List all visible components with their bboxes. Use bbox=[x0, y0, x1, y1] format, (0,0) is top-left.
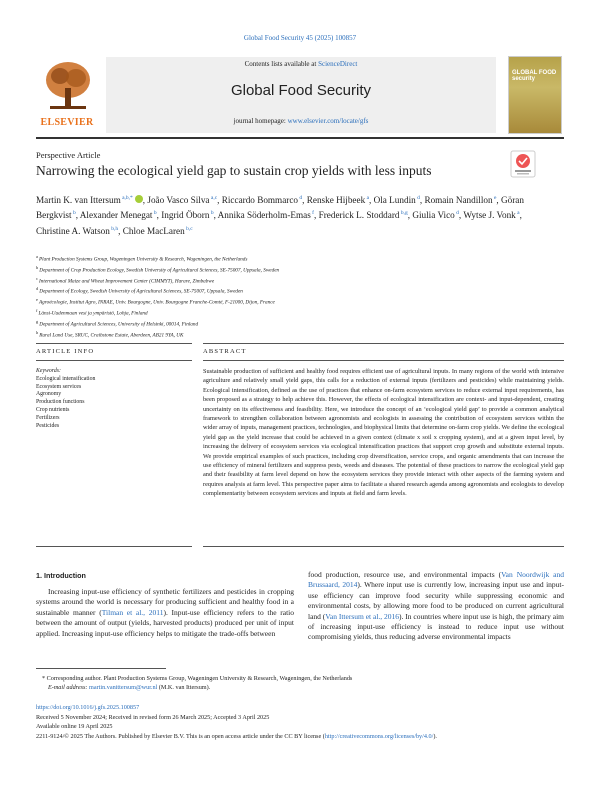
abstract-rule bbox=[203, 343, 564, 344]
author-name[interactable]: Martin K. van Ittersum bbox=[36, 195, 121, 206]
ref-tilman[interactable]: Tilman et al., 2011 bbox=[101, 607, 164, 617]
keyword: Pesticides bbox=[36, 422, 60, 429]
author-affiliation-marker[interactable]: a,b,* bbox=[120, 195, 133, 201]
article-info-heading: ARTICLE INFO bbox=[36, 348, 95, 355]
author-name[interactable]: Giulia Vico bbox=[412, 210, 455, 221]
author-name[interactable]: Ingrid Öborn bbox=[161, 210, 210, 221]
keyword: Fertilizers bbox=[36, 414, 60, 421]
journal-title: Global Food Security bbox=[230, 82, 372, 99]
affiliation-marker: d bbox=[36, 286, 40, 292]
author-name[interactable]: Annika Söderholm-Emas bbox=[217, 210, 311, 221]
author-affiliation-marker[interactable]: b bbox=[152, 210, 157, 217]
footnote: * Corresponding author. Plant Production Systems Group, Wageningen University & Research, Wageningen, the Netherlands E-mail address: martin.vanittersum@wur.nl (M.K. van Ittersum). bbox=[36, 674, 564, 692]
keyword: Agronomy bbox=[36, 391, 62, 398]
affiliation: $^a$ Plant Production Systems Group, Wageningen University & Research, Wageningen, the Netherlands bbox=[36, 254, 248, 263]
sciencedirect-link[interactable]: ScienceDirect bbox=[318, 60, 358, 68]
article-title: Narrowing the ecological yield gap to sustain crop yields with less inputs bbox=[36, 163, 432, 178]
homepage-link[interactable]: www.elsevier.com/locate/gfs bbox=[287, 117, 369, 125]
abstract-rule-lower bbox=[203, 360, 564, 361]
affiliation: $^d$ Department of Ecology, Swedish University of Agricultural Sciences, SE-75007, Uppsala, Sweden bbox=[36, 286, 243, 296]
author-affiliation-marker[interactable]: d bbox=[454, 210, 459, 217]
affiliation-marker: e bbox=[36, 297, 40, 303]
check-for-updates-button[interactable] bbox=[510, 150, 536, 178]
journal-citation[interactable]: Global Food Security 45 (2025) 100857 bbox=[243, 34, 357, 42]
keyword: Ecosystem services bbox=[36, 383, 82, 390]
abstract-text: Sustainable production of sufficient and healthy food requires efficient use of agricultural inputs. In many regions of the world with intensive agriculture and relatively small yield gaps, this calls for a reduction of external inputs (fertilizers and pesticides) while maintaining yields. Ecological intensification, defined as the use of practices that enhance on-farm ecosystem services to reduce external input requirements, has been proposed as a strategy to help achieve this. However, the effects of ecological intensification are context- and input-dependent, creating uncertainty on its effectiveness and feasibility. Here, we introduce the concept of an ‘ecological yield gap’ to provide a common analytical framework to strengthen collaboration between agronomists and ecologists in assessing the contribution of ecosystem services within the wider array of inputs, management practices, technologies, and biophysical limits that determine on-farm crop yields. We define the ecological yield gap as the yield increase that could be achieved in a given context (climate x soil x cropping system), and at a given input level, by increasing the delivery of ecosystem services via ecological intensification practices that support crop growth and substitute external inputs. We provide empirical examples of such practices, including crop diversification, service crops, and organic amendments that can increase the use efficiency of mineral fertilizers and suppress pests, weeds and diseases. The potential of these practices to narrow the ecological yield gap and their feasibility at farm level depend on how the ecosystem services they provide interact with other aspects of the farming system and requires analysis at farm level. This perspective paper aims to facilitate a shared research agenda among agronomists and ecologists to develop complementarity between ecosystem services and inputs at field and farm levels. bbox=[203, 368, 564, 498]
author-affiliation-marker[interactable]: b,h bbox=[109, 225, 119, 232]
publication-info bbox=[36, 703, 564, 741]
author-affiliation-marker[interactable]: b bbox=[209, 210, 214, 217]
ref-van-ittersum[interactable]: Van Ittersum et al., 2016 bbox=[325, 611, 400, 621]
author-affiliation-marker[interactable]: a bbox=[365, 195, 370, 201]
license-line: 2211-9124/© 2025 The Authors. Published by Elsevier B.V. This is an open access article under the CC BY license (http://creativecommons.org/licenses/by/4.0/). bbox=[36, 732, 437, 740]
affiliation-marker: f bbox=[36, 308, 39, 314]
author-name[interactable]: Wytse J. Vonk bbox=[463, 210, 516, 221]
author-affiliation-marker[interactable]: b,g bbox=[399, 210, 408, 217]
check-updates-icon bbox=[510, 150, 536, 178]
received-dates: Received 5 November 2024; Received in revised form 26 March 2025; Accepted 3 April 2025 bbox=[36, 713, 270, 721]
author-name[interactable]: Riccardo Bommarco bbox=[221, 195, 299, 206]
affiliation-marker: h bbox=[36, 329, 40, 335]
author-affiliation-marker[interactable]: a,c bbox=[209, 195, 218, 201]
affiliation: $^h$ Rural Land Use, SRUC, Craibstone Estate, Aberdeen, AB21 9YA, UK bbox=[36, 329, 184, 339]
affiliation-marker: c bbox=[36, 275, 40, 281]
affiliation-marker: b bbox=[36, 264, 40, 270]
author-affiliation-marker[interactable]: a bbox=[515, 210, 520, 217]
article-info-rule bbox=[36, 343, 192, 344]
abstract-heading: ABSTRACT bbox=[203, 348, 247, 355]
journal-cover-image bbox=[508, 56, 562, 134]
contents-line: Contents lists available at ScienceDirect bbox=[244, 60, 358, 68]
affiliation: $^f$ Länsi-Uudenmaan vesi ja ympäristö, Lohja, Finland bbox=[36, 308, 148, 317]
footnote-rule bbox=[36, 668, 166, 669]
author-name[interactable]: Christine A. Watson bbox=[36, 225, 110, 236]
author-name[interactable]: Romain Nandillon bbox=[424, 195, 493, 206]
affiliation: $^b$ Department of Crop Production Ecology, Swedish University of Agricultural Sciences, SE-75007, Uppsala, Sweden bbox=[36, 264, 280, 274]
email-link[interactable]: martin.vanittersum@wur.nl bbox=[89, 684, 158, 691]
orcid-icon[interactable] bbox=[135, 195, 143, 203]
keyword: Ecological intensification bbox=[36, 375, 96, 382]
intro-column-2: food production, resource use, and environmental impacts (Van Noordwijk and Brussaard, 2014). Where input use is currently low, increasing input use and input-use efficiency can improve food security while suppressing economic and environmental costs, by allowing more food to be produced on current agricultural land (Van Ittersum et al., 2016). In countries where input use is high, the primary aim of increasing input-use efficiency is instead to reduce input use without compromising yields, thus reducing adverse environmental impacts bbox=[308, 570, 564, 642]
affiliation-marker: g bbox=[36, 318, 40, 324]
author-affiliation-marker[interactable]: e bbox=[492, 195, 497, 201]
author-name[interactable]: João Vasco Silva bbox=[147, 195, 210, 206]
intro-column-1: Increasing input-use efficiency of synthetic fertilizers and pesticides in cropping systems around the world is necessary for producing sufficient and healthy food in a sustainable manner (Tilman et al., 2011). Input-use efficiency refers to the ratio between the amount of output (yields, harvested products) produced per unit of input applied. Increasing input-use efficiency helps to mitigate the trade-offs between bbox=[36, 587, 294, 638]
affiliation-list bbox=[36, 253, 556, 340]
license-link[interactable]: http://creativecommons.org/licenses/by/4.0/ bbox=[324, 732, 434, 740]
author-list: Martin K. van Ittersum $^{a,b,*}$ , João Vasco Silva $^{a,c}$, Riccardo Bommarco $^d$, Renske Hijbeek $^a$, Ola Lundin $^d$, Romain Nandillon $^e$, Göran Bergkvist $^b$, Alexander Menegat $^b$, Ingrid Öborn $^b$, Annika Söderholm-Emas $^f$, Frederick L. Stoddard $^{b,g}$, Giulia Vico $^d$, Wytse J. Vonk $^a$, Christine A. Watson $^{b,h}$, Chloe MacLaren $^{b,c}$ bbox=[36, 195, 524, 236]
author-name[interactable]: Ola Lundin bbox=[373, 195, 416, 206]
author-name[interactable]: Alexander Menegat bbox=[79, 210, 153, 221]
available-online: Available online 19 April 2025 bbox=[36, 723, 113, 730]
author-affiliation-marker[interactable]: b bbox=[71, 210, 76, 217]
author-affiliation-marker[interactable]: d bbox=[298, 195, 303, 201]
doi-link[interactable]: https://doi.org/10.1016/j.gfs.2025.100857 bbox=[36, 704, 140, 711]
author-name[interactable]: Renske Hijbeek bbox=[306, 195, 366, 206]
affiliation: $^g$ Department of Agricultural Sciences, University of Helsinki, 00014, Finland bbox=[36, 318, 199, 328]
elsevier-tree-logo bbox=[42, 58, 94, 114]
author-affiliation-marker[interactable]: d bbox=[415, 195, 420, 201]
header-divider bbox=[36, 137, 564, 139]
abstract-bottom-rule bbox=[203, 546, 564, 547]
introduction-heading: 1. Introduction bbox=[36, 571, 86, 580]
ref-van-noordwijk[interactable]: Van Noordwijk and Brussaard, 2014 bbox=[308, 570, 564, 590]
info-bottom-rule bbox=[36, 546, 192, 547]
keyword: Production functions bbox=[36, 399, 85, 406]
author-affiliation-marker[interactable]: b,c bbox=[184, 225, 193, 232]
affiliation-marker: a bbox=[36, 254, 40, 259]
author-name[interactable]: Chloe MacLaren bbox=[122, 225, 185, 236]
affiliation: $^c$ International Maize and Wheat Improvement Center (CIMMYT), Harare, Zimbabwe bbox=[36, 275, 215, 285]
keywords-block bbox=[36, 368, 192, 430]
keywords-label: Keywords: bbox=[36, 368, 61, 374]
journal-cover-title: GLOBAL FOOD security bbox=[512, 70, 557, 82]
corresponding-author: * Corresponding author. Plant Production Systems Group, Wageningen University & Research, Wageningen, the Netherlands bbox=[42, 675, 353, 682]
author-name[interactable]: Göran Bergkvist bbox=[36, 195, 524, 221]
keyword: Crop nutrients bbox=[36, 406, 70, 413]
email-label: E-mail address: bbox=[48, 684, 90, 691]
publisher-name: ELSEVIER bbox=[40, 117, 94, 128]
author-affiliation-marker[interactable]: f bbox=[310, 210, 315, 217]
affiliation: $^e$ Agroécologie, Institut Agro, INRAE, Univ. Bourgogne, Univ. Bourgogne Franche-Comté, F-21000, Dijon, France bbox=[36, 297, 275, 307]
article-type: Perspective Article bbox=[36, 150, 101, 160]
article-info-rule-lower bbox=[36, 360, 192, 361]
journal-homepage: journal homepage: www.elsevier.com/locate/gfs bbox=[233, 117, 369, 125]
author-name[interactable]: Frederick L. Stoddard bbox=[318, 210, 400, 221]
